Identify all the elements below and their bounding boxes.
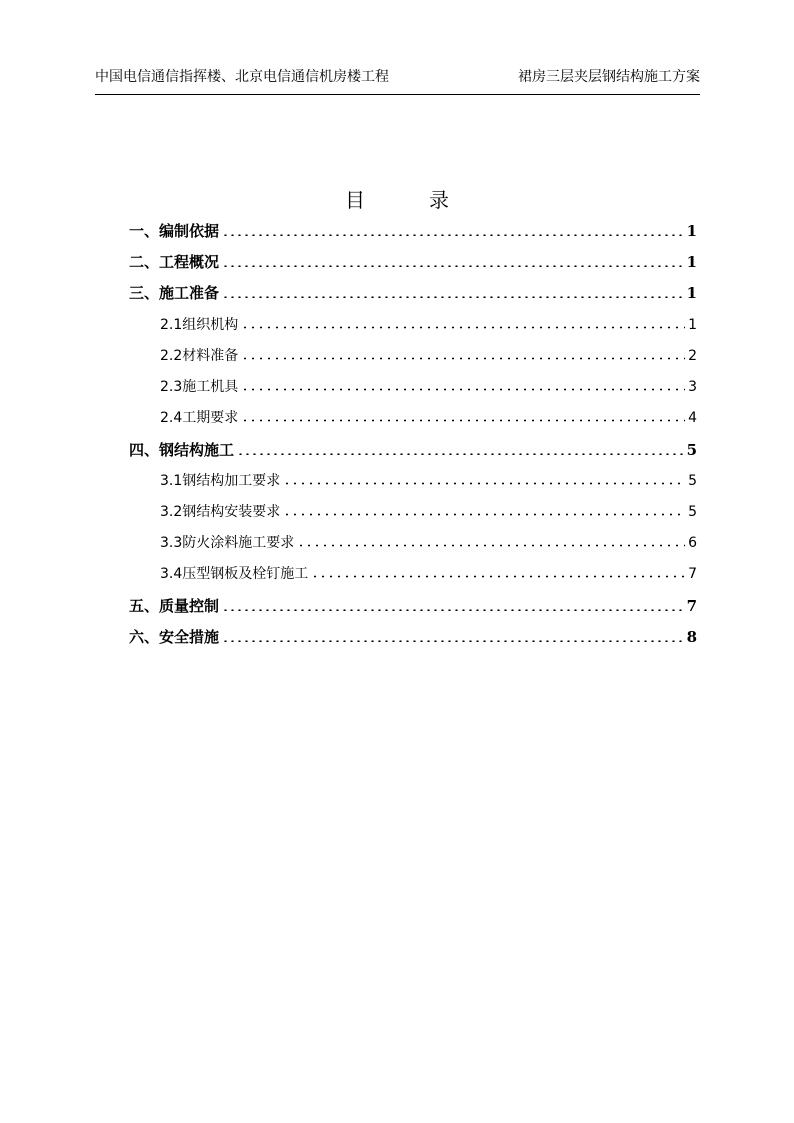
toc-entry-page: 7 [686, 597, 697, 615]
toc-entry-page: 7 [688, 566, 697, 582]
toc-entry-label: 五、质量控制 [129, 597, 220, 615]
toc-entry-page: 8 [686, 628, 697, 646]
toc-entry-page: 6 [688, 535, 697, 551]
toc-dot-leader [222, 222, 684, 236]
toc-entry-9[interactable] [160, 470, 697, 498]
toc-entry-page: 1 [686, 284, 697, 302]
toc-entry-label: 2.1组织机构 [160, 317, 239, 333]
toc-dot-leader [241, 315, 685, 329]
header-project-name: 中国电信通信指挥楼、北京电信通信机房楼工程 [95, 69, 389, 85]
toc-dot-leader [237, 441, 684, 455]
toc-title-char-1: 目 [345, 188, 365, 212]
toc-entry-label: 3.4压型钢板及栓钉施工 [160, 566, 309, 582]
toc-entry-13[interactable] [129, 595, 697, 623]
toc-entry-page: 5 [688, 473, 697, 489]
toc-entry-8[interactable] [129, 439, 697, 467]
toc-dot-leader [222, 253, 684, 267]
toc-entry-5[interactable] [160, 345, 697, 373]
toc-entry-page: 5 [686, 441, 697, 459]
toc-entry-page: 1 [686, 253, 697, 271]
toc-entry-14[interactable] [129, 626, 697, 654]
toc-dot-leader [241, 377, 685, 391]
toc-entry-12[interactable] [160, 563, 697, 591]
toc-entry-label: 二、工程概况 [129, 253, 220, 271]
header-document-name: 裙房三层夹层钢结构施工方案 [518, 69, 700, 85]
toc-dot-leader [241, 408, 685, 422]
toc-dot-leader [297, 533, 685, 547]
toc-dot-leader [222, 284, 684, 298]
toc-entry-page: 3 [688, 379, 697, 395]
toc-title-char-2: 录 [429, 188, 449, 212]
toc-entry-page: 2 [688, 348, 697, 364]
toc-dot-leader [311, 564, 685, 578]
toc-dot-leader [283, 502, 685, 516]
page-header [95, 64, 700, 95]
toc-entry-page: 1 [686, 222, 697, 240]
toc-entry-page: 4 [688, 410, 697, 426]
toc-entry-label: 三、施工准备 [129, 284, 220, 302]
toc-entry-6[interactable] [160, 376, 697, 404]
toc-entry-label: 一、编制依据 [129, 222, 220, 240]
toc-dot-leader [283, 471, 685, 485]
toc-entry-4[interactable] [160, 314, 697, 342]
toc-entry-2[interactable] [129, 251, 697, 279]
toc-entry-label: 3.2钢结构安装要求 [160, 504, 281, 520]
toc-title [0, 184, 794, 213]
toc-entry-label: 四、钢结构施工 [129, 441, 235, 459]
toc-entry-11[interactable] [160, 532, 697, 560]
toc-entry-label: 2.2材料准备 [160, 348, 239, 364]
toc-entry-page: 5 [688, 504, 697, 520]
toc-entry-page: 1 [688, 317, 697, 333]
toc-entry-label: 六、安全措施 [129, 628, 220, 646]
toc-dot-leader [222, 597, 684, 611]
toc-entry-label: 2.3施工机具 [160, 379, 239, 395]
toc-entry-7[interactable] [160, 407, 697, 435]
toc-dot-leader [241, 346, 685, 360]
toc-entry-3[interactable] [129, 282, 697, 310]
toc-entry-label: 3.1钢结构加工要求 [160, 473, 281, 489]
toc-dot-leader [222, 628, 684, 642]
toc-entry-10[interactable] [160, 501, 697, 529]
toc-entry-label: 3.3防火涂料施工要求 [160, 535, 295, 551]
toc-entry-1[interactable] [129, 220, 697, 248]
toc-entry-label: 2.4工期要求 [160, 410, 239, 426]
